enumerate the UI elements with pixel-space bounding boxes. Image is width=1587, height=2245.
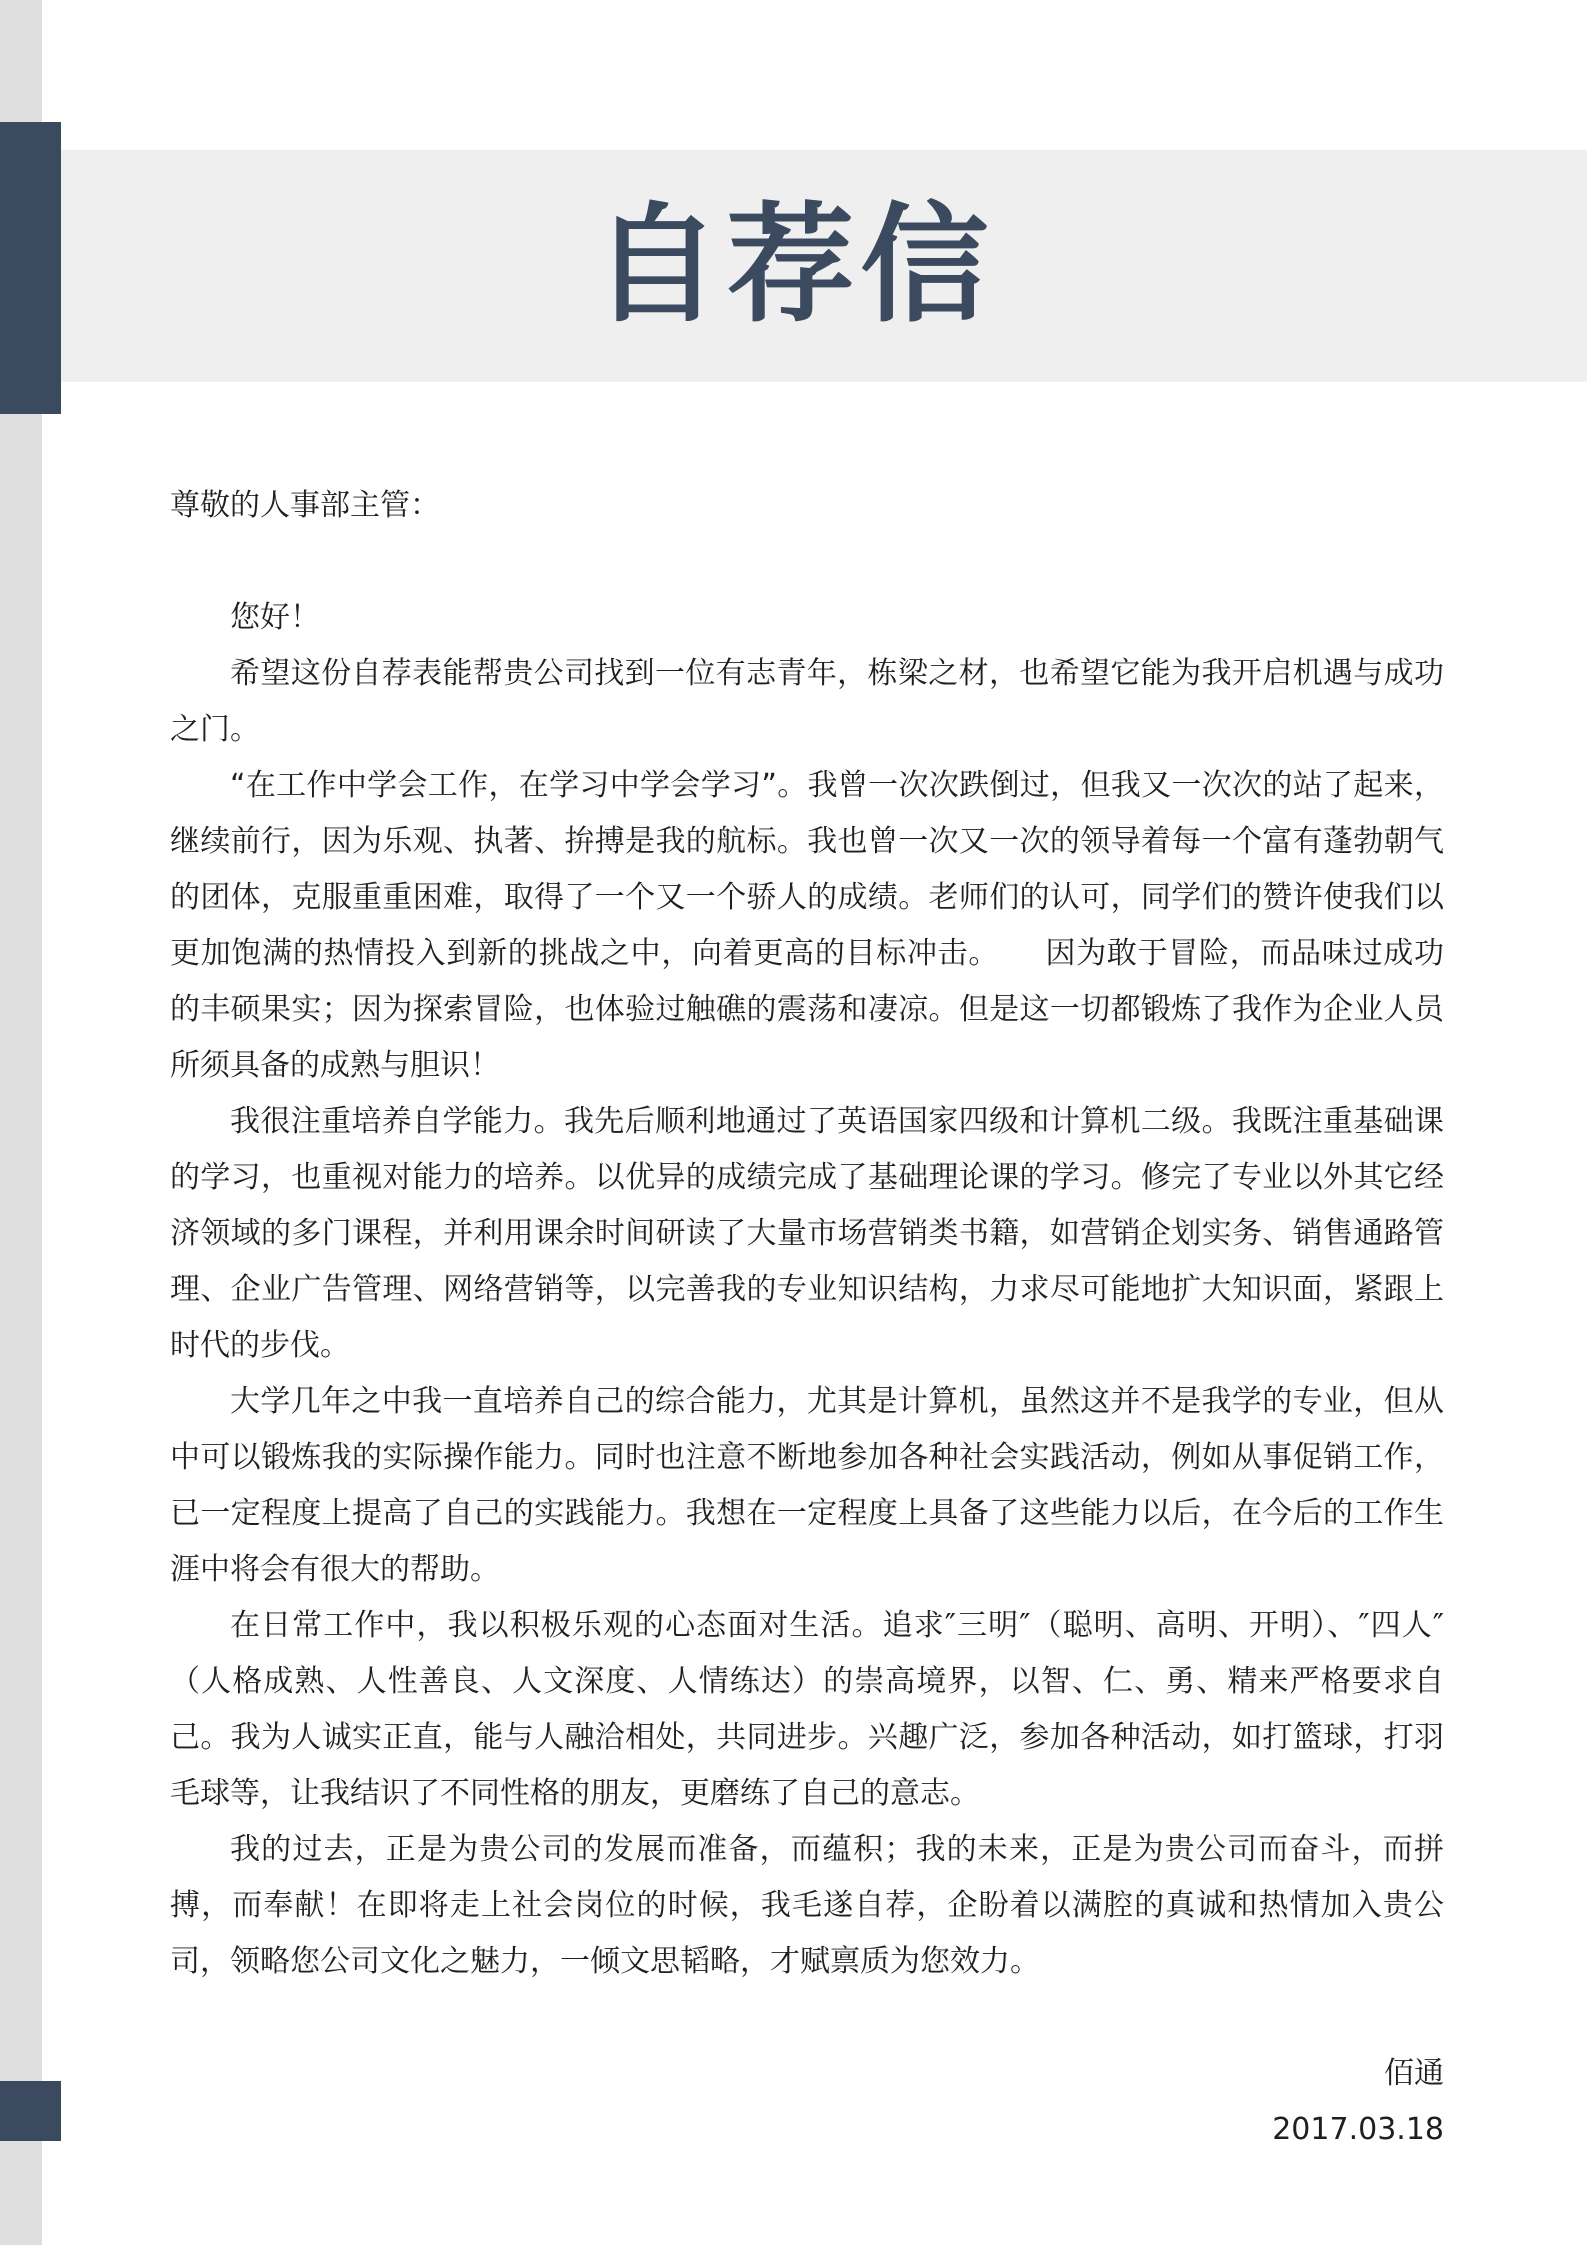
paragraph-1: 希望这份自荐表能帮贵公司找到一位有志青年，栋梁之材，也希望它能为我开启机遇与成功之门。 xyxy=(170,656,1444,747)
salutation: 尊敬的人事部主管： xyxy=(170,488,440,523)
signature: 佰通 xyxy=(1384,2056,1444,2091)
paragraph-greeting: 您好！ xyxy=(230,600,320,635)
page-title: 自荐信 xyxy=(592,191,995,340)
closing-block xyxy=(170,2046,1444,2158)
letter-body xyxy=(170,478,1444,2158)
bottom-accent-bar xyxy=(0,2081,61,2141)
paragraph-6: 我的过去，正是为贵公司的发展而准备，而蕴积；我的未来，正是为贵公司而奋斗，而拼搏，而奉献！在即将走上社会岗位的时候，我毛遂自荐，企盼着以满腔的真诚和热情加入贵公司，领略您公司文化之魅力，一倾文思韬略，才赋禀质为您效力。 xyxy=(170,1832,1444,1979)
paragraph-5: 在日常工作中，我以积极乐观的心态面对生活。追求″三明″（聪明、高明、开明）、″四人″（人格成熟、人性善良、人文深度、人情练达）的崇高境界，以智、仁、勇、精来严格要求自己。我为人诚实正直，能与人融洽相处，共同进步。兴趣广泛，参加各种活动，如打篮球，打羽毛球等，让我结识了不同性格的朋友，更磨练了自己的意志。 xyxy=(170,1608,1444,1811)
paragraph-4: 大学几年之中我一直培养自己的综合能力，尤其是计算机，虽然这并不是我学的专业，但从中可以锻炼我的实际操作能力。同时也注意不断地参加各种社会实践活动，例如从事促销工作，已一定程度上提高了自己的实践能力。我想在一定程度上具备了这些能力以后，在今后的工作生涯中将会有很大的帮助。 xyxy=(170,1384,1444,1587)
paragraph-3: 我很注重培养自学能力。我先后顺利地通过了英语国家四级和计算机二级。我既注重基础课的学习，也重视对能力的培养。以优异的成绩完成了基础理论课的学习。修完了专业以外其它经济领域的多门课程，并利用课余时间研读了大量市场营销类书籍，如营销企划实务、销售通路管理、企业广告管理、网络营销等，以完善我的专业知识结构，力求尽可能地扩大知识面，紧跟上时代的步伐。 xyxy=(170,1104,1444,1363)
paragraph-2: “在工作中学会工作，在学习中学会学习”。我曾一次次跌倒过，但我又一次次的站了起来，继续前行，因为乐观、执著、拚搏是我的航标。我也曾一次又一次的领导着每一个富有蓬勃朝气的团体，克服重重困难，取得了一个又一个骄人的成绩。老师们的认可，同学们的赞许使我们以更加饱满的热情投入到新的挑战之中，向着更高的目标冲击。 因为敢于冒险，而品味过成功的丰硕果实；因为探索冒险，也体验过触礁的震荡和凄凉。但是这一切都锻炼了我作为企业人员所须具备的成熟与胆识！ xyxy=(170,768,1444,1083)
date: 2017.03.18 xyxy=(1272,2112,1444,2147)
